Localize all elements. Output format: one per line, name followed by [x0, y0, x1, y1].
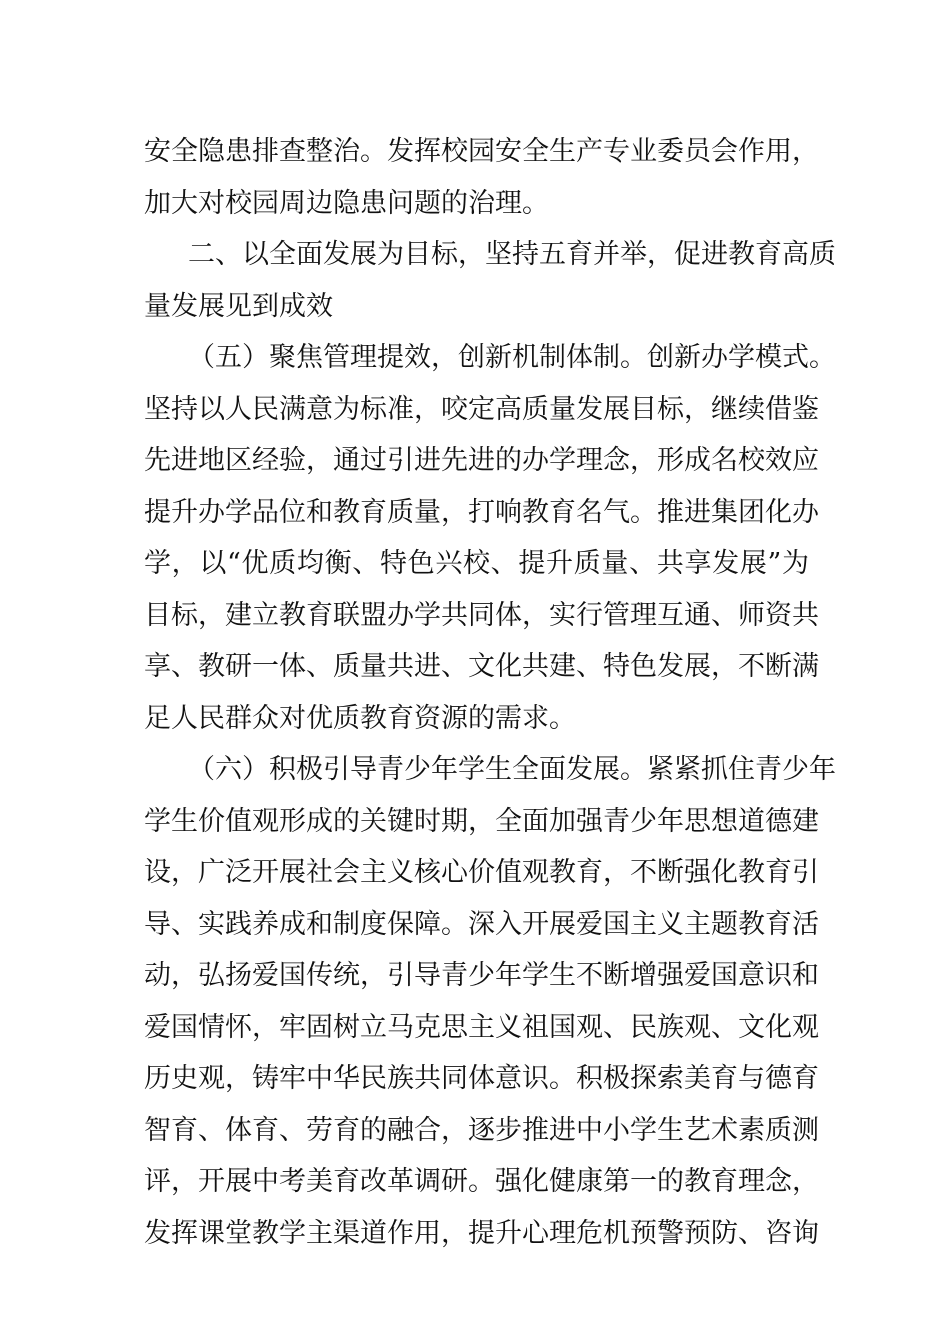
paragraph-6-line-8: 智育、体育、劳育的融合，逐步推进中小学生艺术素质测 [144, 1115, 819, 1146]
paragraph-5-line-3: 先进地区经验，通过引进先进的办学理念，形成名校效应 [144, 445, 819, 476]
paragraph-6-line-1: （六）积极引导青少年学生全面发展。紧紧抓住青少年 [188, 754, 836, 785]
text-line-1: 安全隐患排查整治。发挥校园安全生产专业委员会作用， [144, 136, 819, 167]
paragraph-5-line-5: 学，以“优质均衡、特色兴校、提升质量、共享发展”为 [144, 548, 809, 579]
paragraph-5-line-8: 足人民群众对优质教育资源的需求。 [144, 703, 576, 734]
paragraph-6-line-10: 发挥课堂教学主渠道作用，提升心理危机预警预防、咨询 [144, 1218, 819, 1249]
paragraph-6-line-3: 设，广泛开展社会主义核心价值观教育，不断强化教育引 [144, 857, 819, 888]
text-line-2: 加大对校园周边隐患问题的治理。 [144, 188, 549, 219]
paragraph-5-line-7: 享、教研一体、质量共进、文化共建、特色发展，不断满 [144, 651, 819, 682]
section-heading-line-1: 二、以全面发展为目标，坚持五育并举，促进教育高质 [188, 239, 836, 270]
paragraph-6-line-7: 历史观，铸牢中华民族共同体意识。积极探索美育与德育 [144, 1063, 819, 1094]
paragraph-6-line-5: 动，弘扬爱国传统，引导青少年学生不断增强爱国意识和 [144, 960, 819, 991]
paragraph-6-line-9: 评，开展中考美育改革调研。强化健康第一的教育理念， [144, 1166, 819, 1197]
paragraph-6-line-2: 学生价值观形成的关键时期，全面加强青少年思想道德建 [144, 806, 819, 837]
paragraph-5-line-2: 坚持以人民满意为标准，咬定高质量发展目标，继续借鉴 [144, 394, 819, 425]
section-heading-line-2: 量发展见到成效 [144, 291, 333, 322]
paragraph-6-line-6: 爱国情怀，牢固树立马克思主义祖国观、民族观、文化观 [144, 1012, 819, 1043]
paragraph-6-line-4: 导、实践养成和制度保障。深入开展爱国主义主题教育活 [144, 909, 819, 940]
paragraph-5-line-6: 目标，建立教育联盟办学共同体，实行管理互通、师资共 [144, 600, 819, 631]
paragraph-5-line-4: 提升办学品位和教育质量，打响教育名气。推进集团化办 [144, 497, 819, 528]
paragraph-5-line-1: （五）聚焦管理提效，创新机制体制。创新办学模式。 [188, 342, 836, 373]
